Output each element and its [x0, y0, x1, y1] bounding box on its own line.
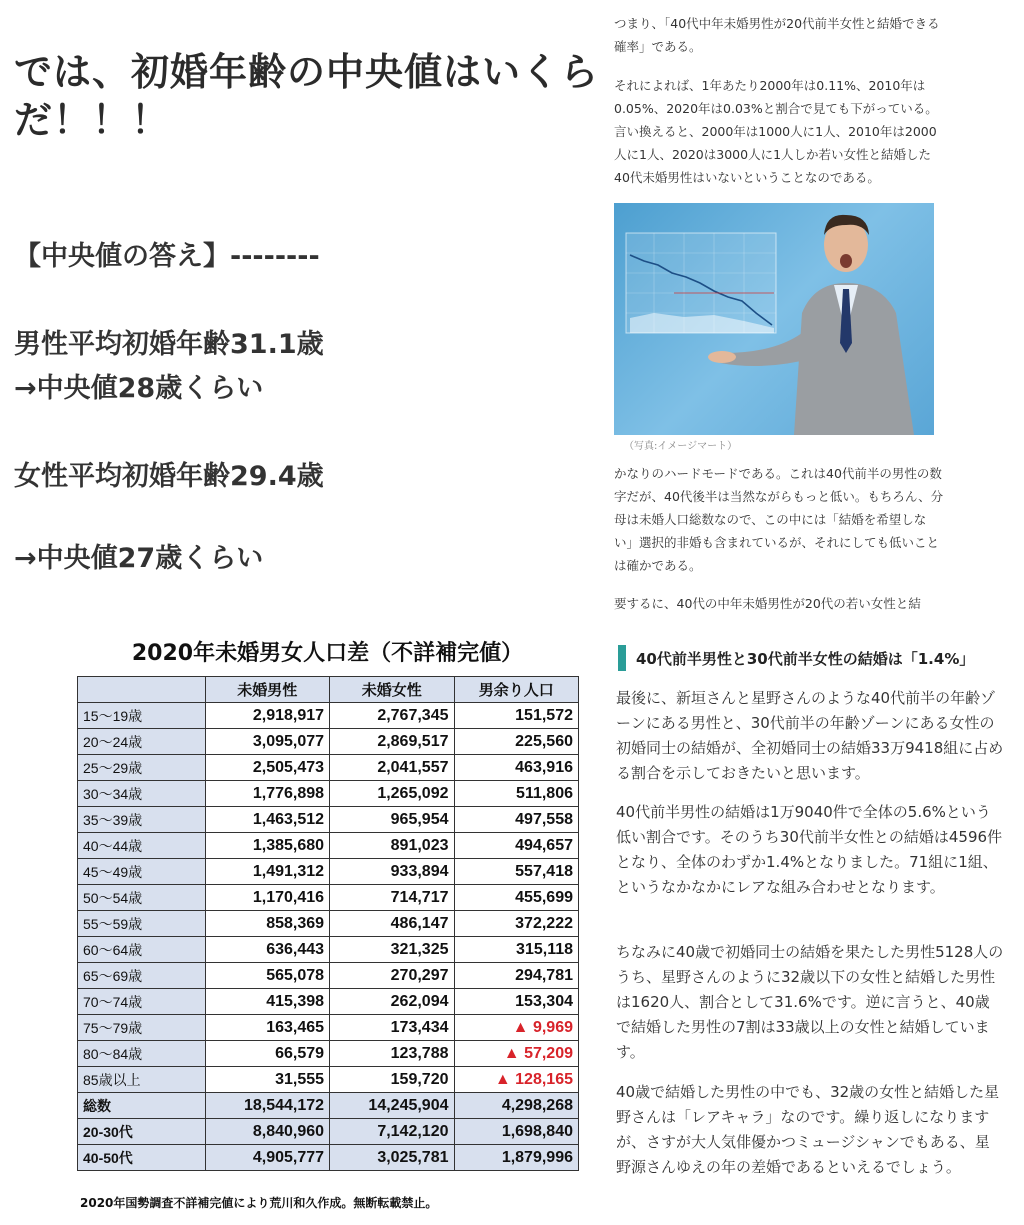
female-count-cell: 933,894: [330, 859, 454, 885]
table-row: [78, 963, 579, 989]
header-diff: 男余り人口: [454, 677, 579, 703]
female-count-cell: 270,297: [330, 963, 454, 989]
table-row: [78, 859, 579, 885]
age-cell: 35～39歳: [78, 807, 206, 833]
paragraph-rates: それによれば、1年あたり2000年は0.11%、2010年は0.05%、2020年は0.03%と割合で見ても下がっている。言い換えると、2000年は1000人に1人、2010年は2000人に1人、2020は3000人に1人しか若い女性と結婚した40代未婚男性はいないということなのである。: [614, 78, 938, 185]
table-source-note: 2020年国勢調査不詳補完値により荒川和久作成。無断転載禁止。: [80, 1196, 438, 1210]
surplus-cell: 511,806: [454, 781, 579, 807]
body-paragraph-3: ちなみに40歳で初婚同士の結婚を果たした男性5128人のうち、星野さんのように32歳以下の女性と結婚した男性は1620人、割合として31.6%です。逆に言うと、40歳で結婚した男性の7割は33歳以上の女性と結婚しています。: [616, 943, 1004, 1061]
age-cell: 75～79歳: [78, 1015, 206, 1041]
male-count-cell: 18,544,172: [205, 1093, 329, 1119]
male-count-cell: 3,095,077: [205, 729, 329, 755]
table-row: [78, 937, 579, 963]
male-count-cell: 1,463,512: [205, 807, 329, 833]
age-cell: 40-50代: [78, 1145, 206, 1171]
female-count-cell: 2,767,345: [330, 703, 454, 729]
header-female: 未婚女性: [330, 677, 454, 703]
male-count-cell: 4,905,777: [205, 1145, 329, 1171]
surplus-cell: 557,418: [454, 859, 579, 885]
answer-heading: 【中央値の答え】--------: [14, 241, 320, 272]
age-cell: 25～29歳: [78, 755, 206, 781]
female-count-cell: 1,265,092: [330, 781, 454, 807]
surplus-cell: 455,699: [454, 885, 579, 911]
surplus-cell: 463,916: [454, 755, 579, 781]
age-cell: 65～69歳: [78, 963, 206, 989]
female-count-cell: 2,869,517: [330, 729, 454, 755]
surplus-cell: ▲ 9,969: [454, 1015, 579, 1041]
table-summary-row: [78, 1119, 579, 1145]
table-row: [78, 989, 579, 1015]
table-title: 2020年未婚男女人口差（不詳補完値）: [131, 641, 524, 666]
male-count-cell: 636,443: [205, 937, 329, 963]
table-body: [78, 703, 579, 1171]
surplus-cell: 4,298,268: [454, 1093, 579, 1119]
right-column: [600, 0, 1024, 1225]
age-cell: 総数: [78, 1093, 206, 1119]
population-table: [77, 676, 579, 1171]
male-average: 男性平均初婚年齢31.1歳: [14, 329, 324, 360]
table-header-row: [78, 677, 579, 703]
surplus-cell: 1,879,996: [454, 1145, 579, 1171]
section-title: 40代前半男性と30代前半女性の結婚は「1.4%」: [636, 650, 975, 668]
age-cell: 15～19歳: [78, 703, 206, 729]
age-cell: 20～24歳: [78, 729, 206, 755]
age-cell: 60～64歳: [78, 937, 206, 963]
paragraph-summary-cut: 要するに、40代の中年未婚男性が20代の若い女性と結: [614, 596, 921, 611]
surplus-cell: 497,558: [454, 807, 579, 833]
age-cell: 20-30代: [78, 1119, 206, 1145]
female-count-cell: 3,025,781: [330, 1145, 454, 1171]
age-cell: 55～59歳: [78, 911, 206, 937]
female-median: →中央値27歳くらい: [14, 543, 264, 574]
table-row: [78, 781, 579, 807]
male-count-cell: 1,170,416: [205, 885, 329, 911]
paragraph-hard-mode: かなりのハードモードである。これは40代前半の男性の数字だが、40代後半は当然ながらもっと低い。もちろん、分母は未婚人口総数なので、この中には「結婚を希望しない」選択的非婚も含まれているが、それにしても低いことは確かである。: [614, 466, 944, 573]
body-paragraph-2: 40代前半男性の結婚は1万9040件で全体の5.6%という低い割合です。そのうち30代前半女性との結婚は4596件となり、全体のわずか1.4%となりました。71組に1組、というなかなかにレアな組み合わせとなります。: [616, 803, 1003, 896]
female-count-cell: 2,041,557: [330, 755, 454, 781]
body-paragraph-4: 40歳で結婚した男性の中でも、32歳の女性と結婚した星野さんは「レアキャラ」なのです。繰り返しになりますが、さすが大人気俳優かつミュージシャンでもある、星野源さんゆえの年の差婚であるといえるでしょう。: [616, 1083, 1000, 1176]
male-count-cell: 2,918,917: [205, 703, 329, 729]
female-count-cell: 7,142,120: [330, 1119, 454, 1145]
female-average: 女性平均初婚年齢29.4歳: [14, 461, 324, 492]
female-count-cell: 714,717: [330, 885, 454, 911]
female-count-cell: 173,434: [330, 1015, 454, 1041]
male-count-cell: 163,465: [205, 1015, 329, 1041]
female-count-cell: 159,720: [330, 1067, 454, 1093]
surplus-cell: 151,572: [454, 703, 579, 729]
photo-caption: （写真:イメージマート）: [624, 441, 738, 452]
female-count-cell: 321,325: [330, 937, 454, 963]
surplus-cell: 225,560: [454, 729, 579, 755]
age-cell: 40～44歳: [78, 833, 206, 859]
header-male: 未婚男性: [205, 677, 329, 703]
businessman-chart-illustration: [614, 203, 934, 435]
male-count-cell: 858,369: [205, 911, 329, 937]
female-count-cell: 14,245,904: [330, 1093, 454, 1119]
surplus-cell: 1,698,840: [454, 1119, 579, 1145]
stock-photo: [614, 203, 934, 435]
male-count-cell: 565,078: [205, 963, 329, 989]
body-paragraph-1: 最後に、新垣さんと星野さんのような40代前半の年齢ゾーンにある男性と、30代前半の年齢ゾーンにある女性の初婚同士の結婚が、全初婚同士の結婚33万9418組に占める割合を示しておきたいと思います。: [616, 689, 1004, 782]
age-cell: 70～74歳: [78, 989, 206, 1015]
male-count-cell: 2,505,473: [205, 755, 329, 781]
male-count-cell: 1,385,680: [205, 833, 329, 859]
age-cell: 85歳以上: [78, 1067, 206, 1093]
female-count-cell: 123,788: [330, 1041, 454, 1067]
female-count-cell: 965,954: [330, 807, 454, 833]
male-count-cell: 1,491,312: [205, 859, 329, 885]
surplus-cell: 315,118: [454, 937, 579, 963]
surplus-cell: 153,304: [454, 989, 579, 1015]
headline: では、初婚年齢の中央値はいくらだ！！！: [14, 50, 600, 142]
section-accent-bar: [618, 645, 626, 671]
female-count-cell: 891,023: [330, 833, 454, 859]
table-row: [78, 807, 579, 833]
table-row: [78, 703, 579, 729]
table-row: [78, 833, 579, 859]
male-count-cell: 415,398: [205, 989, 329, 1015]
surplus-cell: 372,222: [454, 911, 579, 937]
surplus-cell: 294,781: [454, 963, 579, 989]
table-summary-row: [78, 1093, 579, 1119]
table-row: [78, 1015, 579, 1041]
female-count-cell: 262,094: [330, 989, 454, 1015]
male-median: →中央値28歳くらい: [14, 373, 264, 404]
female-count-cell: 486,147: [330, 911, 454, 937]
paragraph-probability: つまり、「40代中年未婚男性が20代前半女性と結婚できる確率」である。: [614, 16, 940, 54]
table-row: [78, 755, 579, 781]
male-count-cell: 31,555: [205, 1067, 329, 1093]
age-cell: 50～54歳: [78, 885, 206, 911]
age-cell: 30～34歳: [78, 781, 206, 807]
surplus-cell: ▲ 57,209: [454, 1041, 579, 1067]
age-cell: 80～84歳: [78, 1041, 206, 1067]
table-row: [78, 911, 579, 937]
male-count-cell: 8,840,960: [205, 1119, 329, 1145]
table-row: [78, 1067, 579, 1093]
surplus-cell: ▲ 128,165: [454, 1067, 579, 1093]
age-cell: 45～49歳: [78, 859, 206, 885]
header-age: [78, 677, 206, 703]
table-row: [78, 885, 579, 911]
population-table-image: [70, 626, 585, 1221]
table-row: [78, 729, 579, 755]
male-count-cell: 66,579: [205, 1041, 329, 1067]
section-heading: [614, 645, 1004, 671]
male-count-cell: 1,776,898: [205, 781, 329, 807]
surplus-cell: 494,657: [454, 833, 579, 859]
table-row: [78, 1041, 579, 1067]
table-summary-row: [78, 1145, 579, 1171]
